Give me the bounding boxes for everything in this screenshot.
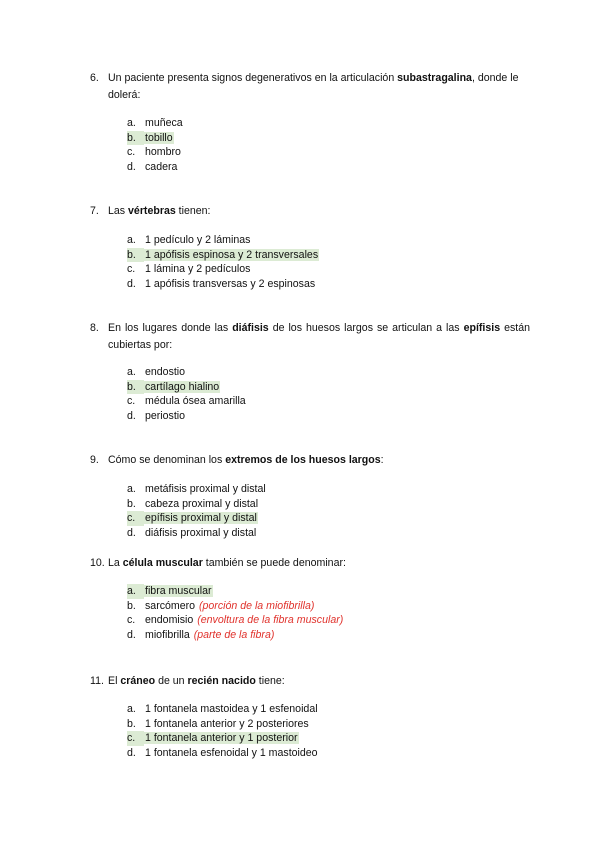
stem-text: también se puede denominar:: [202, 557, 346, 569]
option-text-correct: 1 fontanela anterior y 1 posterior: [145, 732, 298, 745]
option-b: [127, 380, 247, 395]
option-b: [127, 248, 319, 263]
option-letter: b.: [127, 380, 144, 395]
option-text-correct: fibra muscular: [145, 585, 212, 597]
option-letter: c.: [127, 731, 144, 746]
option-b: [127, 131, 184, 146]
question-stem: [108, 320, 530, 354]
option-text: metáfisis proximal y distal: [145, 483, 266, 495]
stem-keyword: recién nacido: [187, 675, 256, 687]
options-list: [127, 702, 319, 760]
option-d: [127, 746, 319, 761]
option-text: hombro: [145, 146, 181, 159]
option-d: [127, 277, 319, 292]
option-text: periostio: [145, 409, 186, 422]
option-letter: a.: [127, 366, 136, 378]
option-a: [127, 702, 319, 717]
question-11: [90, 673, 530, 690]
stem-text: La: [108, 557, 123, 569]
option-text: 1 fontanela esfenoidal y 1 mastoideo: [145, 746, 318, 759]
stem-text: de un: [155, 675, 188, 687]
option-c: [127, 511, 267, 526]
option-letter: c.: [127, 146, 136, 159]
stem-keyword: célula muscular: [122, 557, 203, 569]
stem-text: El: [108, 675, 121, 687]
option-letter: b.: [127, 131, 144, 146]
option-text: cadera: [145, 160, 178, 173]
options-list: [127, 116, 184, 174]
option-text-correct: cartílago hialino: [145, 380, 220, 393]
option-d: [127, 628, 343, 643]
option-d: [127, 409, 247, 424]
stem-keyword: vértebras: [128, 205, 176, 217]
stem-keyword: extremos de los huesos largos: [225, 454, 381, 466]
option-text: cabeza proximal y distal: [145, 497, 259, 510]
option-text: endostio: [145, 366, 186, 378]
option-text: 1 fontanela mastoidea y 1 esfenoidal: [145, 703, 318, 715]
stem-keyword: subastragalina: [397, 72, 472, 84]
option-letter: d.: [127, 746, 136, 759]
option-letter: c.: [127, 511, 144, 526]
question-number: 8.: [90, 322, 99, 334]
option-c: [127, 145, 184, 160]
stem-text: :: [380, 454, 384, 466]
option-c: [127, 613, 343, 628]
option-letter: d.: [127, 526, 136, 539]
stem-text: están cubiertas por:: [108, 322, 531, 351]
option-text: 1 fontanela anterior y 2 posteriores: [145, 717, 309, 730]
option-letter: d.: [127, 160, 136, 173]
question-number: 7.: [90, 205, 99, 217]
option-c: [127, 394, 247, 409]
option-d: [127, 526, 267, 541]
option-a: [127, 482, 267, 497]
option-text: 1 lámina y 2 pedículos: [145, 263, 251, 276]
option-letter: b.: [127, 248, 144, 263]
option-text-correct: epífisis proximal y distal: [145, 512, 257, 525]
question-stem: [108, 555, 530, 572]
option-note: (envoltura de la fibra muscular): [197, 614, 344, 627]
stem-keyword: cráneo: [120, 675, 156, 687]
option-letter: a.: [127, 117, 136, 129]
option-c: [127, 262, 319, 277]
question-stem: [108, 452, 530, 469]
stem-text: Cómo se denominan los: [108, 454, 226, 466]
stem-text: de los huesos largos se articulan a las: [268, 322, 464, 334]
option-b: [127, 717, 319, 732]
option-text: muñeca: [145, 117, 183, 129]
stem-text: tienen:: [175, 205, 211, 217]
option-text: 1 pedículo y 2 láminas: [145, 234, 251, 246]
question-stem: [108, 70, 530, 104]
option-a: [127, 584, 343, 599]
option-letter: a.: [127, 584, 144, 599]
question-stem: [108, 203, 530, 220]
stem-keyword: epífisis: [463, 322, 501, 334]
question-number: 9.: [90, 454, 99, 466]
option-c: [127, 731, 319, 746]
options-list: [127, 233, 319, 291]
stem-keyword: diáfisis: [232, 322, 269, 334]
stem-text: , donde le dolerá:: [108, 72, 519, 101]
stem-text: Un paciente presenta signos degenerativos en la articulación: [108, 72, 398, 84]
option-a: [127, 233, 319, 248]
question-number: 10.: [90, 557, 105, 569]
question-number: 6.: [90, 72, 99, 84]
question-8: [90, 320, 530, 354]
options-list: [127, 584, 343, 642]
option-letter: a.: [127, 483, 136, 495]
option-text: médula ósea amarilla: [145, 395, 246, 408]
option-b: [127, 599, 343, 614]
option-letter: a.: [127, 703, 136, 715]
stem-text: tiene:: [255, 675, 285, 687]
option-d: [127, 160, 184, 175]
option-letter: a.: [127, 234, 136, 246]
option-text: endomisio: [145, 614, 194, 627]
option-text-correct: 1 apófisis espinosa y 2 transversales: [145, 248, 319, 261]
option-b: [127, 497, 267, 512]
option-text-correct: tobillo: [145, 131, 173, 144]
question-number: 11.: [90, 675, 104, 687]
option-letter: d.: [127, 628, 136, 641]
option-a: [127, 365, 247, 380]
option-letter: d.: [127, 409, 136, 422]
stem-text: En los lugares donde las: [108, 322, 233, 334]
question-7: [90, 203, 530, 220]
option-text: miofibrilla: [145, 628, 190, 641]
option-letter: d.: [127, 277, 136, 290]
option-text: 1 apófisis transversas y 2 espinosas: [145, 277, 316, 290]
option-letter: c.: [127, 395, 136, 408]
option-letter: b.: [127, 599, 136, 612]
question-10: [90, 555, 530, 572]
option-letter: c.: [127, 263, 136, 276]
options-list: [127, 365, 247, 423]
option-letter: b.: [127, 717, 136, 730]
question-6: [90, 70, 530, 104]
option-note: (parte de la fibra): [193, 628, 275, 641]
stem-text: Las: [108, 205, 129, 217]
option-letter: b.: [127, 497, 136, 510]
option-note: (porción de la miofibrilla): [199, 599, 315, 612]
options-list: [127, 482, 267, 540]
question-stem: [108, 673, 530, 690]
option-text: diáfisis proximal y distal: [145, 526, 257, 539]
option-text: sarcómero: [145, 599, 196, 612]
option-a: [127, 116, 184, 131]
question-9: [90, 452, 530, 469]
option-letter: c.: [127, 614, 136, 627]
